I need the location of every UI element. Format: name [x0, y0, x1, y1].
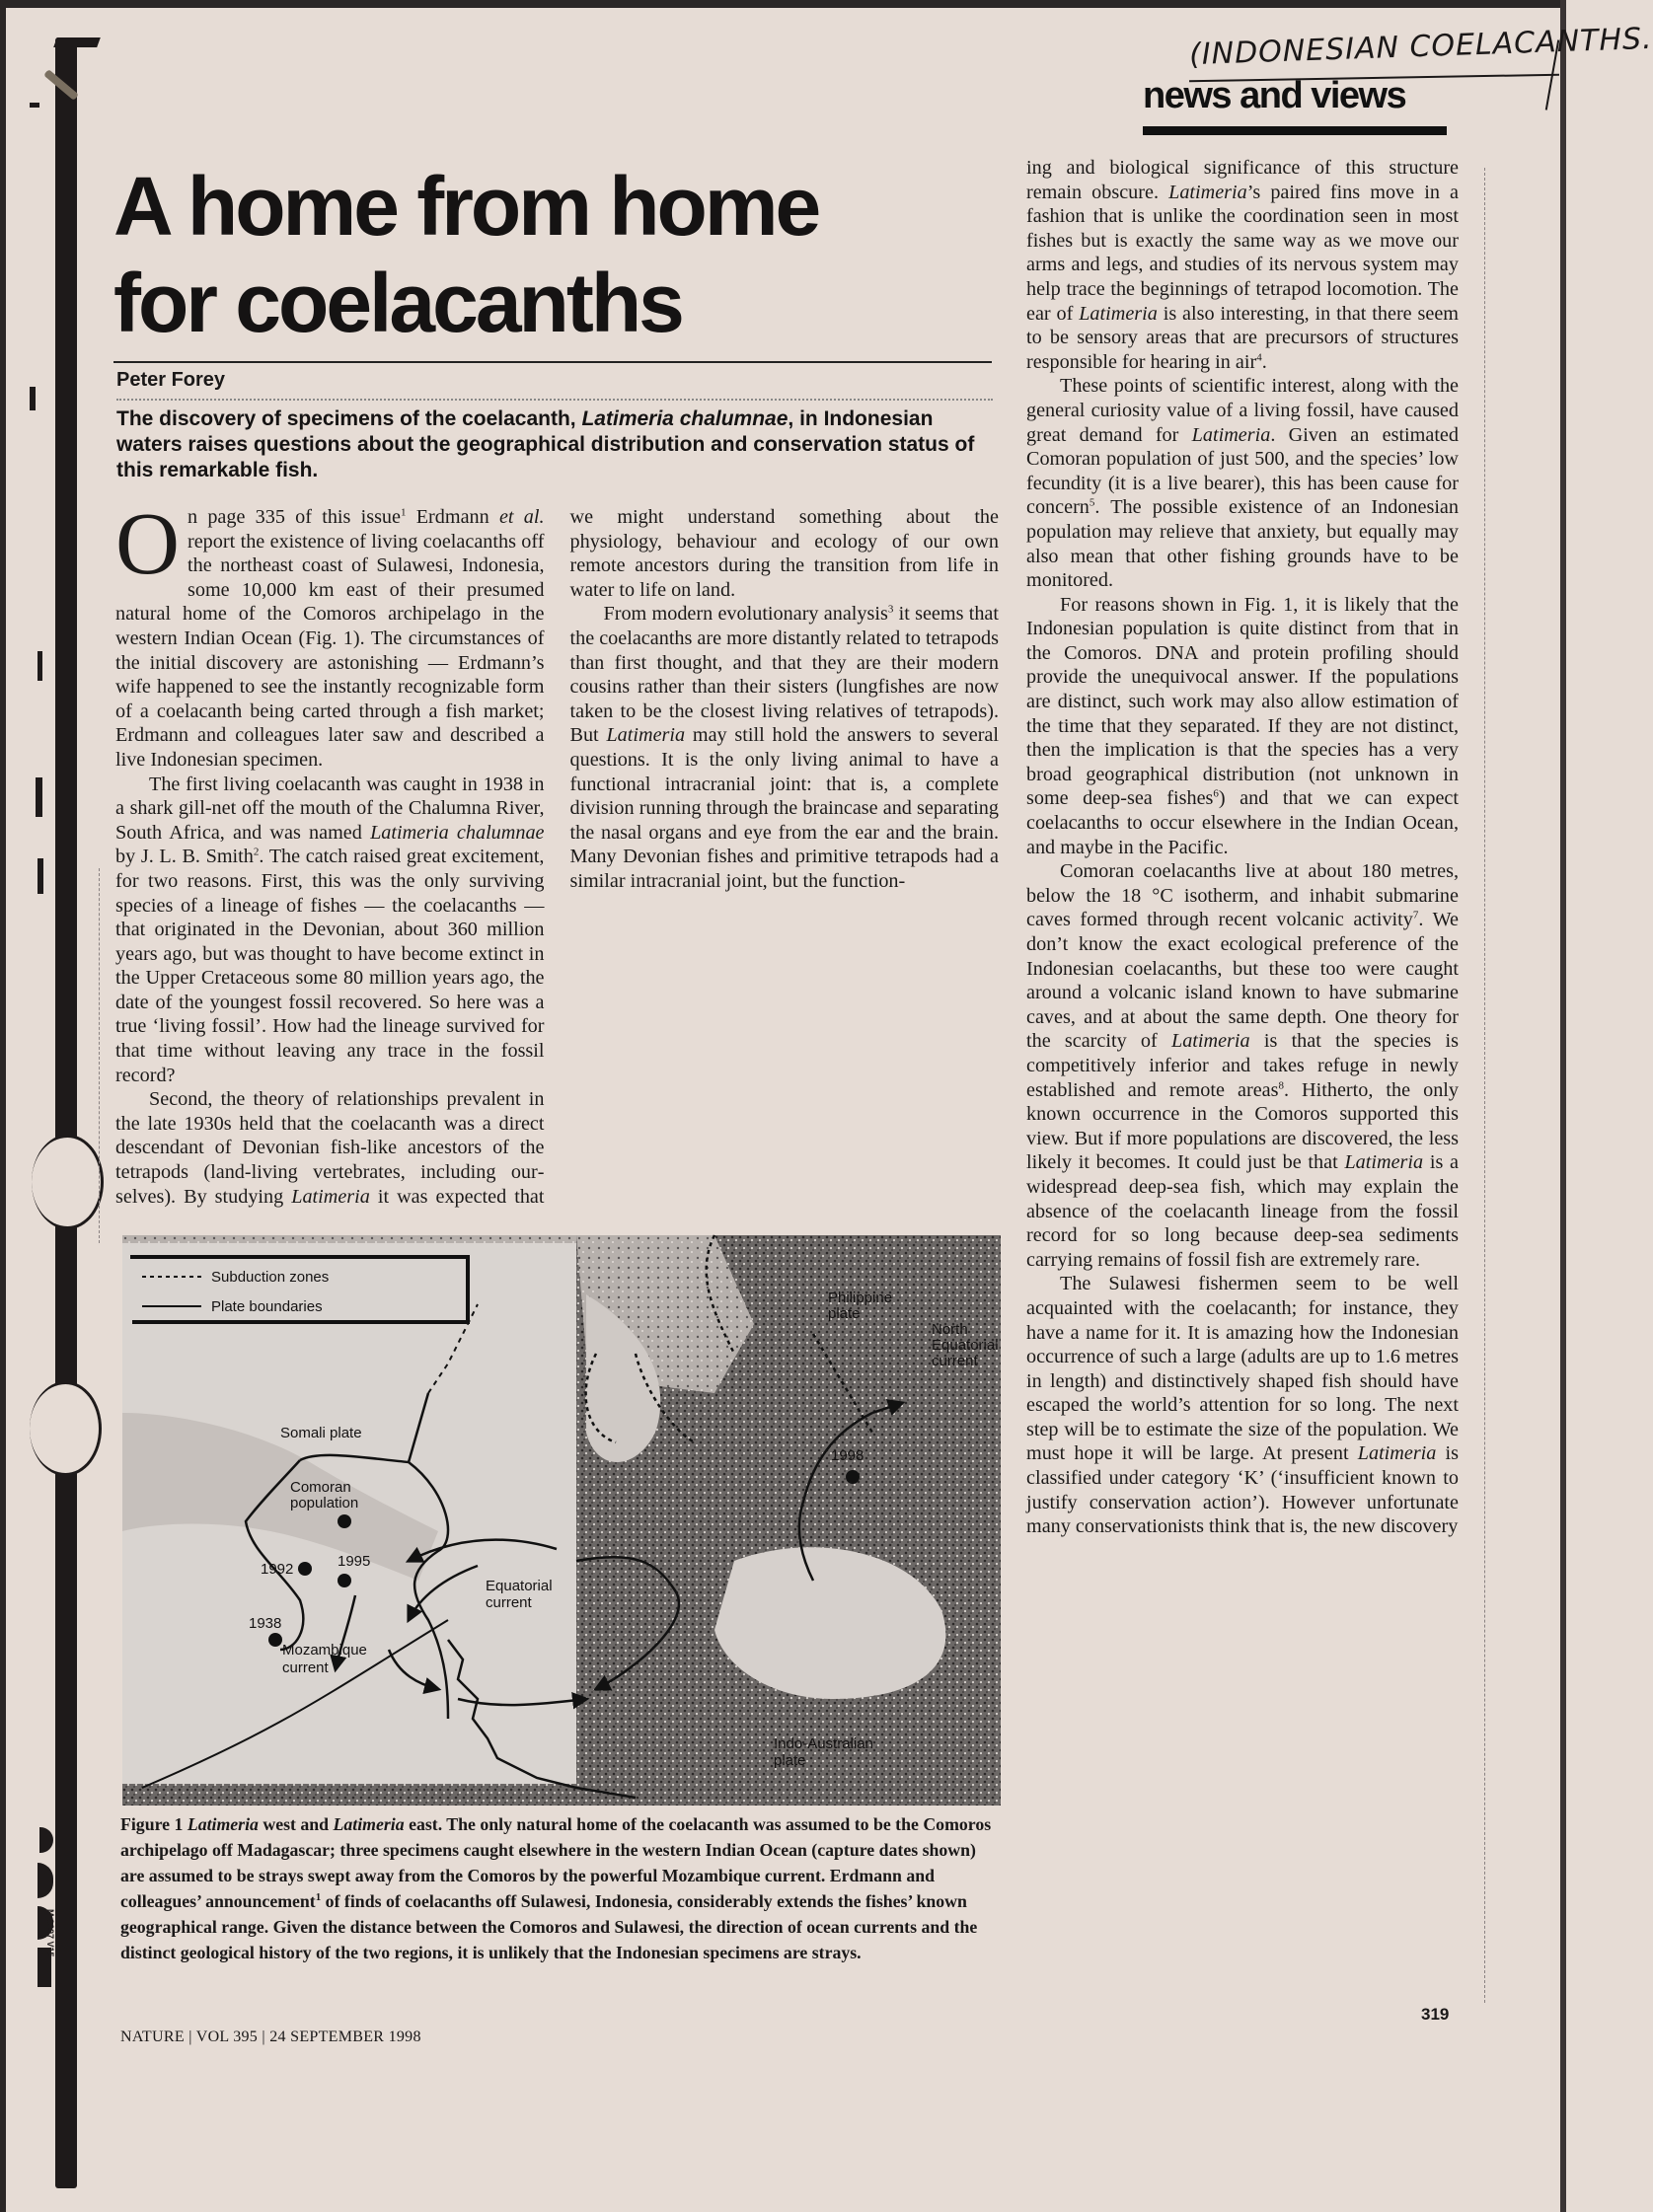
column-rule	[99, 868, 100, 1243]
column-rule	[1484, 168, 1485, 2003]
margin-mark	[30, 103, 39, 108]
section-label: news and views	[1143, 75, 1406, 116]
standfirst-text: , in Indonesian waters raises questions about the geographical distribution and conservation status of this remarkable fish.	[116, 407, 975, 481]
margin-mark	[30, 387, 36, 410]
label-somali-plate: Somali plate	[280, 1425, 362, 1441]
reference-mark: 4	[1256, 351, 1262, 364]
paragraph: For reasons shown in Fig. 1, it is likely that the Indonesian population is quite distinct from that in the Comoros. DNA and protein profiling should provide the unequivocal answer. If the populations are distinct, such work may also allow estimation of the time that they separated. If they are not distinct, then the implication is that the species has a very broad geographical distribution (not unknown in some deep-sea fishes$^6$) and that we can expect coelacanths to occur elsewhere in the Indian Ocean, and maybe in the Pacific.	[1026, 593, 1459, 858]
capture-dot-comoros	[338, 1514, 351, 1528]
section-rule	[1143, 126, 1447, 135]
label-equatorial-current: current	[486, 1594, 532, 1611]
caption-label: Figure 1	[120, 1814, 188, 1834]
map-top-edge	[122, 1235, 576, 1243]
label-mozambique-current: current	[282, 1659, 329, 1676]
figure-map	[122, 1235, 1001, 1806]
split-text: may still hold the answers to several questions. It is the only living animal to have a functional intracranial joint: that is, a complete division running through the braincase and separating the nasal organs and eye from the ear and the brain. Many Devonian fishes and primitive tetrapods had a similar intracranial joint, but the function-	[569, 724, 1000, 892]
punch-hole-icon	[30, 1381, 102, 1476]
margin-mark	[38, 651, 42, 681]
reference-mark: 8	[1278, 1078, 1284, 1091]
label-comoran-population: population	[290, 1495, 359, 1512]
margin-mark	[38, 858, 43, 894]
paragraph: Comoran coelacanths live at about 180 metres, below the 18 °C isotherm, and inhabit submarine caves formed through recent volcanic activity$^7$. We don’t know the exact ecological preference of the Indonesian coelacanths, but these too were caught around a volcanic island known to have submarine caves, and at about the same depth. One theory for the scarcity of Latimeria is that the species is competitively inferior and takes refuge in newly established and remote areas$^8$. Hitherto, the only known occurrence in the Comoros supported this view. But if more populations are discovered, the less likely it becomes. It could just be that Latimeria is a widespread deep-sea fish, which may explain the absence of the coelacanth lineage from the fossil record for so long because deep-sea sediments carrying remains of fossil fish are extremely rare.	[1026, 860, 1459, 1271]
paragraph: These points of scientific interest, along with the general curiosity value of a living fossil, have caused great demand for Latimeria. Given an estimated Comoran population of just 500, and the species’ low fecundity (it is a live bearer), this has been cause for concern$^5$. The possible existence of an Indonesian population may relieve that anxiety, but equally may also mean that other fishing grounds have to be monitored.	[1026, 375, 1459, 592]
label-1995: 1995	[338, 1553, 371, 1570]
title-line-2: for coelacanths	[113, 257, 682, 349]
map-svg	[122, 1235, 1001, 1806]
scan-edge-top	[0, 0, 1566, 8]
paragraph-tail: ing and biological significance of this structure remain obscure.	[1026, 157, 1459, 203]
margin-mark	[38, 1863, 53, 1898]
journal-footer: NATURE | VOL 395 | 24 SEPTEMBER 1998	[120, 2028, 421, 2045]
capture-dot-1995	[338, 1574, 351, 1587]
punch-hole-icon	[32, 1135, 104, 1229]
reference-mark: 3	[887, 603, 894, 616]
label-1998: 1998	[831, 1447, 864, 1464]
body-column-3	[1026, 156, 1459, 2001]
label-north-equatorial-current: Equatorial	[932, 1337, 999, 1354]
label-1992: 1992	[261, 1561, 294, 1578]
map-bottom-edge	[122, 1784, 1001, 1806]
label-1938: 1938	[249, 1615, 282, 1632]
legend-plate: Plate boundaries	[211, 1298, 323, 1315]
title-line-1: A home from home	[113, 160, 819, 253]
figure-caption: Figure 1 Latimeria west and Latimeria east. The only natural home of the coelacanth was assumed to be the Comoros archipelago off Madagascar; three specimens caught elsewhere in the western Indian Ocean (capture dates shown) are assumed to be strays swept away from the Comoros by the powerful Mozambique current. Erdmann and colleagues’ announcement$^1$ of finds of coelacanths off Sulawesi, Indonesia, considerably extends the fishes’ known geographical range. Given the distance between the Comoros and Sulawesi, the direction of ocean currents and the distinct geological history of the two regions, it is unlikely that the Indonesian specimens are strays.	[120, 1814, 992, 1962]
reference-mark: 1	[400, 506, 407, 519]
capture-dot-1938	[268, 1633, 282, 1647]
label-philippine-plate: Philippine	[828, 1290, 893, 1306]
binding-bar	[55, 37, 77, 2188]
capture-dot-1992	[298, 1562, 312, 1576]
author-byline: Peter Forey	[116, 369, 226, 391]
margin-mark	[36, 777, 42, 817]
paragraph: On page 335 of this issue$^1$ Erdmann et al. report the existence of living coelacanths off the northeast coast of Sulawesi, Indonesia, some 10,000 km east of their presumed natural home of the Comoros archipelago in the western Indian Ocean (Fig. 1). The circumstances of the initial discovery are astonishing — Erdmann’s wife happened to see the instantly recognizable form of a coelacanth being carted through a fish market; Erdmann and colleagues later saw and described a live Indonesian specimen.	[115, 495, 545, 771]
label-north-equatorial-current: current	[932, 1353, 978, 1369]
paragraph: From modern evolutionary analysis$^3$ it seems that the coelacanths are more distantly related to tetrapods than first thought, and that they are their modern cousins rather than their sisters (lungfishes are now taken to be the closest living relatives of tetrapods). But Latimeria may still hold the answers to several questions. It is the only living animal to have a functional intracranial joint: that is, a complete division running through the braincase and separating the nasal organs and eye from the ear and the brain. Many Devonian fishes and primitive tetrapods had a similar intracranial joint, but the function-	[569, 603, 1000, 892]
handwritten-note: (INDONESIAN COELACANTHS.	[1188, 21, 1653, 73]
reference-mark: 1	[315, 1891, 322, 1904]
label-north-equatorial-current: North	[932, 1321, 968, 1338]
drop-cap: O	[115, 495, 180, 593]
page-number: 319	[1421, 2005, 1450, 2024]
paragraph: The first living coelacanth was caught in 1938 in a shark gill-net off the mouth of the Chalumna River, South Africa, and was named Latimeria chalumnae by J. L. B. Smith$^2$. The catch raised great excitement, for two reasons. First, this was the only surviving species of a lineage of fishes — the coelacanths — that originated in the Devonian, about 360 million years ago, but was thought to have become extinct in the Upper Cretaceous some 80 million years ago, the date of the youngest fossil recovered. So here was a true ‘living fossil’. How had the lineage survived for that time without leaving any trace in the fossil record?	[115, 773, 545, 1086]
scan-edge-left	[0, 0, 6, 2212]
capture-dot-1998	[846, 1470, 860, 1484]
label-indo-australian-plate: Indo-Australian	[774, 1735, 873, 1752]
margin-mark	[39, 1827, 53, 1853]
label-comoran-population: Comoran	[290, 1479, 351, 1496]
article-title	[113, 158, 982, 351]
paragraph: Second, the theory of relationships prevalent in the late 1930s held that the coelacanth was a direct descendant of Devonian fish-like ancestors of the tetrapods (land-living vertebrates, including ourselves). By studying Latimeria it was expected that we might understand something about the physiology, behaviour and ecology of our own remote ancestors during the transition from life in water to life on land.	[115, 506, 999, 1208]
reference-mark: 7	[1412, 909, 1419, 922]
title-rule	[113, 361, 992, 363]
dotted-rule	[116, 399, 993, 401]
paragraph-continued: ing and biological significance of this structure remain obscure. Latimeria’s paired fins move in a fashion that is unlike the coordination seen in most fishes but is exactly the same way as we move our arms and legs, and studies of its nervous system may help trace the beginnings of tetrapod locomotion. The ear of Latimeria is also interesting, in that there seem to be sensory areas that are precursors of structures responsible for hearing in air$^4$.	[1026, 157, 1459, 373]
body-columns-1-2	[115, 495, 1000, 1231]
standfirst-text: The discovery of specimens of the coelacanth,	[116, 407, 582, 430]
label-mozambique-current: Mozambique	[282, 1642, 367, 1659]
standfirst	[116, 406, 995, 483]
label-indo-australian-plate: plate	[774, 1752, 806, 1769]
reference-mark: 5	[1089, 496, 1095, 509]
label-philippine-plate: plate	[828, 1305, 861, 1322]
standfirst-species: Latimeria chalumnae	[581, 407, 789, 430]
margin-stamp: M 0697 V15	[45, 1909, 55, 1957]
legend-subduction: Subduction zones	[211, 1269, 330, 1286]
scan-edge-right	[1560, 0, 1566, 2212]
reference-mark: 6	[1213, 787, 1219, 800]
label-equatorial-current: Equatorial	[486, 1578, 553, 1594]
reference-mark: 2	[253, 846, 260, 858]
paragraph: The Sulawesi fishermen seem to be well acquainted with the coelacanth; for instance, they have a name for it. It is amazing how the Indonesian occurrence of such a large (adults are up to 1.6 metres in length) and distinctively shaped fish should have escaped the world’s attention for so long. The next step will be to estimate the size of the population. We must hope it will be large. At present Latimeria is classified under category ‘K’ (‘insufficient known to justify conservation action’). However unfortunate many conservationists think that is, the new discovery	[1026, 1273, 1460, 1538]
